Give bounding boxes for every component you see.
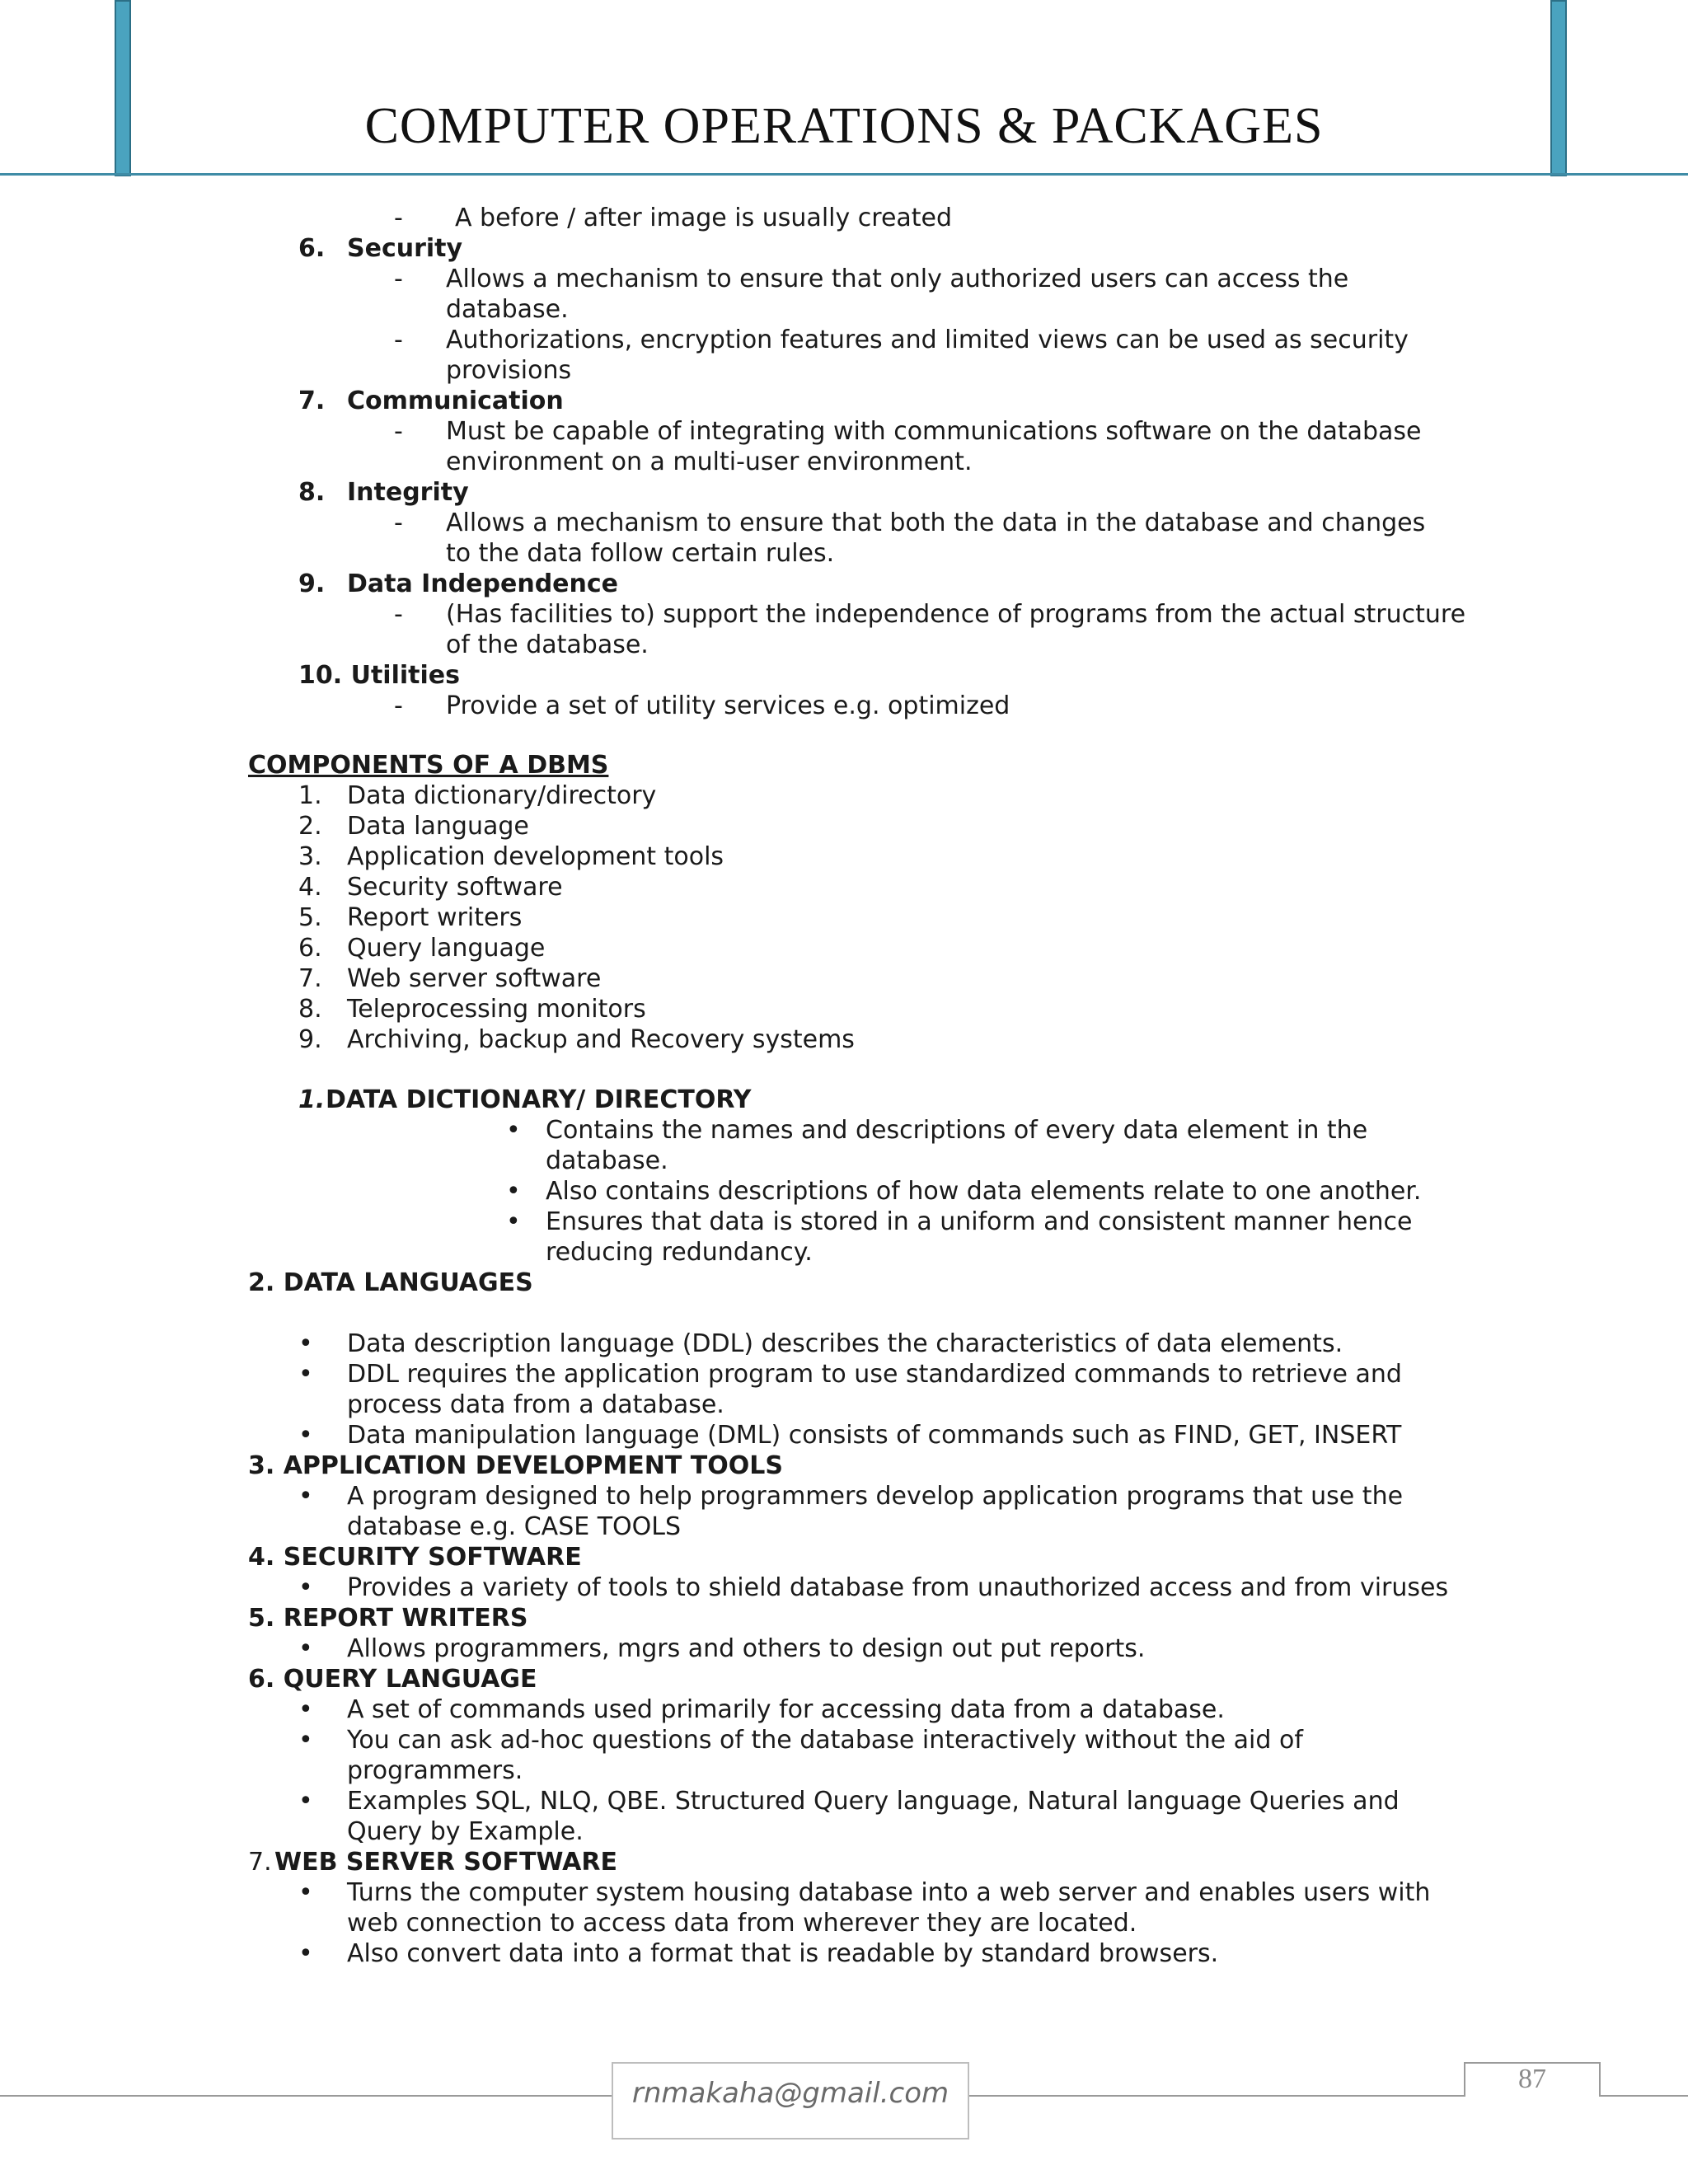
footer-email: rnmakaha@gmail.com <box>631 2077 950 2110</box>
list-number: 5. <box>298 903 322 932</box>
list-item-text: Web server software <box>347 964 602 993</box>
bullet-text: process data from a database. <box>347 1390 724 1419</box>
dash-marker: - <box>394 265 403 293</box>
list-item-text: provisions <box>446 356 572 385</box>
feature-number: 7. <box>298 387 326 415</box>
bullet-text: database. <box>546 1146 668 1175</box>
feature-heading: Security <box>347 234 463 263</box>
bullet-text: Data description language (DDL) describes the characteristics of data elements. <box>347 1329 1343 1358</box>
list-number: 6. <box>298 934 322 963</box>
bullet-marker: • <box>298 1573 313 1602</box>
bullet-marker: • <box>298 1634 313 1663</box>
bullet-text: You can ask ad-hoc questions of the database interactively without the aid of <box>347 1726 1303 1755</box>
list-item-text: Allows a mechanism to ensure that only authorized users can access the <box>446 265 1349 293</box>
footer-rule-right <box>1601 2095 1688 2097</box>
list-item-text: Report writers <box>347 903 523 932</box>
section-heading: WEB SERVER SOFTWARE <box>274 1848 617 1877</box>
dash-marker: - <box>394 417 403 446</box>
bullet-text: Also contains descriptions of how data elements relate to one another. <box>546 1177 1422 1206</box>
page-number: 87 <box>1518 2064 1546 2094</box>
list-item-text: Allows a mechanism to ensure that both the data in the database and changes <box>446 509 1426 537</box>
list-item-text: Data language <box>347 812 529 841</box>
list-item-text: of the database. <box>446 630 649 659</box>
bullet-marker: • <box>298 1421 313 1450</box>
bullet-marker: • <box>506 1116 521 1145</box>
feature-number: 8. <box>298 478 326 507</box>
list-number: 8. <box>298 995 322 1024</box>
section-heading: COMPONENTS OF A DBMS <box>248 751 609 780</box>
section-heading: 6. QUERY LANGUAGE <box>248 1665 537 1694</box>
section-heading: 4. SECURITY SOFTWARE <box>248 1543 582 1572</box>
bullet-marker: • <box>298 1329 313 1358</box>
bullet-text: Query by Example. <box>347 1817 584 1846</box>
list-item-text: Data dictionary/directory <box>347 781 657 810</box>
list-item-text: database. <box>446 295 569 324</box>
bullet-marker: • <box>298 1482 313 1511</box>
list-number: 7. <box>298 964 322 993</box>
dash-marker: - <box>394 326 403 354</box>
section-heading: 3. APPLICATION DEVELOPMENT TOOLS <box>248 1451 783 1480</box>
section-number: 1. <box>298 1085 326 1114</box>
feature-number: 9. <box>298 569 326 598</box>
dash-marker: - <box>394 204 403 232</box>
section-heading: 2. DATA LANGUAGES <box>248 1268 533 1297</box>
feature-heading: Integrity <box>347 478 469 507</box>
bullet-text: Ensures that data is stored in a uniform and consistent manner hence <box>546 1207 1413 1236</box>
list-item-text: Must be capable of integrating with communications software on the database <box>446 417 1422 446</box>
list-number: 4. <box>298 873 322 902</box>
bullet-marker: • <box>298 1695 313 1724</box>
list-number: 9. <box>298 1025 322 1054</box>
section-number: 7. <box>248 1848 272 1877</box>
dash-marker: - <box>394 600 403 629</box>
bullet-marker: • <box>298 1878 313 1907</box>
bullet-marker: • <box>506 1207 521 1236</box>
feature-heading: Data Independence <box>347 569 619 598</box>
list-item-text: environment on a multi-user environment. <box>446 448 973 476</box>
feature-heading: Communication <box>347 387 564 415</box>
bullet-text: Also convert data into a format that is readable by standard browsers. <box>347 1939 1219 1968</box>
list-item-text: (Has facilities to) support the independence of programs from the actual structure <box>446 600 1466 629</box>
list-item-text: Query language <box>347 934 546 963</box>
bullet-text: Examples SQL, NLQ, QBE. Structured Query language, Natural language Queries and <box>347 1787 1400 1816</box>
bullet-text: database e.g. CASE TOOLS <box>347 1512 682 1541</box>
bullet-text: web connection to access data from wherever they are located. <box>347 1909 1137 1938</box>
bullet-text: A set of commands used primarily for accessing data from a database. <box>347 1695 1225 1724</box>
list-item-text: Provide a set of utility services e.g. optimized <box>446 691 1010 720</box>
bullet-text: Turns the computer system housing database into a web server and enables users with <box>347 1878 1431 1907</box>
list-item-text: to the data follow certain rules. <box>446 539 835 568</box>
bullet-marker: • <box>298 1787 313 1816</box>
bullet-text: Allows programmers, mgrs and others to design out put reports. <box>347 1634 1146 1663</box>
header-rule <box>0 173 1688 176</box>
bullet-text: DDL requires the application program to use standardized commands to retrieve and <box>347 1360 1402 1389</box>
list-item-text: Application development tools <box>347 842 724 871</box>
list-item-text: Security software <box>347 873 563 902</box>
footer-rule-left <box>0 2095 612 2097</box>
section-heading: DATA DICTIONARY/ DIRECTORY <box>326 1085 752 1114</box>
page-title: COMPUTER OPERATIONS & PACKAGES <box>364 98 1324 154</box>
bullet-text: A program designed to help programmers develop application programs that use the <box>347 1482 1404 1511</box>
list-item-text: A before / after image is usually created <box>455 204 953 232</box>
list-item-text: Authorizations, encryption features and limited views can be used as security <box>446 326 1409 354</box>
list-number: 3. <box>298 842 322 871</box>
bullet-text: programmers. <box>347 1756 523 1785</box>
bullet-text: Data manipulation language (DML) consists of commands such as FIND, GET, INSERT <box>347 1421 1402 1450</box>
bullet-text: Provides a variety of tools to shield database from unauthorized access and from viruses <box>347 1573 1449 1602</box>
list-item-text: Archiving, backup and Recovery systems <box>347 1025 855 1054</box>
bullet-text: Contains the names and descriptions of every data element in the <box>546 1116 1368 1145</box>
bullet-marker: • <box>298 1360 313 1389</box>
section-heading: 5. REPORT WRITERS <box>248 1604 528 1633</box>
dash-marker: - <box>394 509 403 537</box>
bullet-text: reducing redundancy. <box>546 1238 813 1267</box>
list-number: 2. <box>298 812 322 841</box>
footer-rule-middle <box>969 2095 1464 2097</box>
bullet-marker: • <box>298 1939 313 1968</box>
feature-heading: 10. Utilities <box>298 661 460 690</box>
list-number: 1. <box>298 781 322 810</box>
bullet-marker: • <box>298 1726 313 1755</box>
dash-marker: - <box>394 691 403 720</box>
feature-number: 6. <box>298 234 326 263</box>
list-item-text: Teleprocessing monitors <box>347 995 646 1024</box>
bullet-marker: • <box>506 1177 521 1206</box>
